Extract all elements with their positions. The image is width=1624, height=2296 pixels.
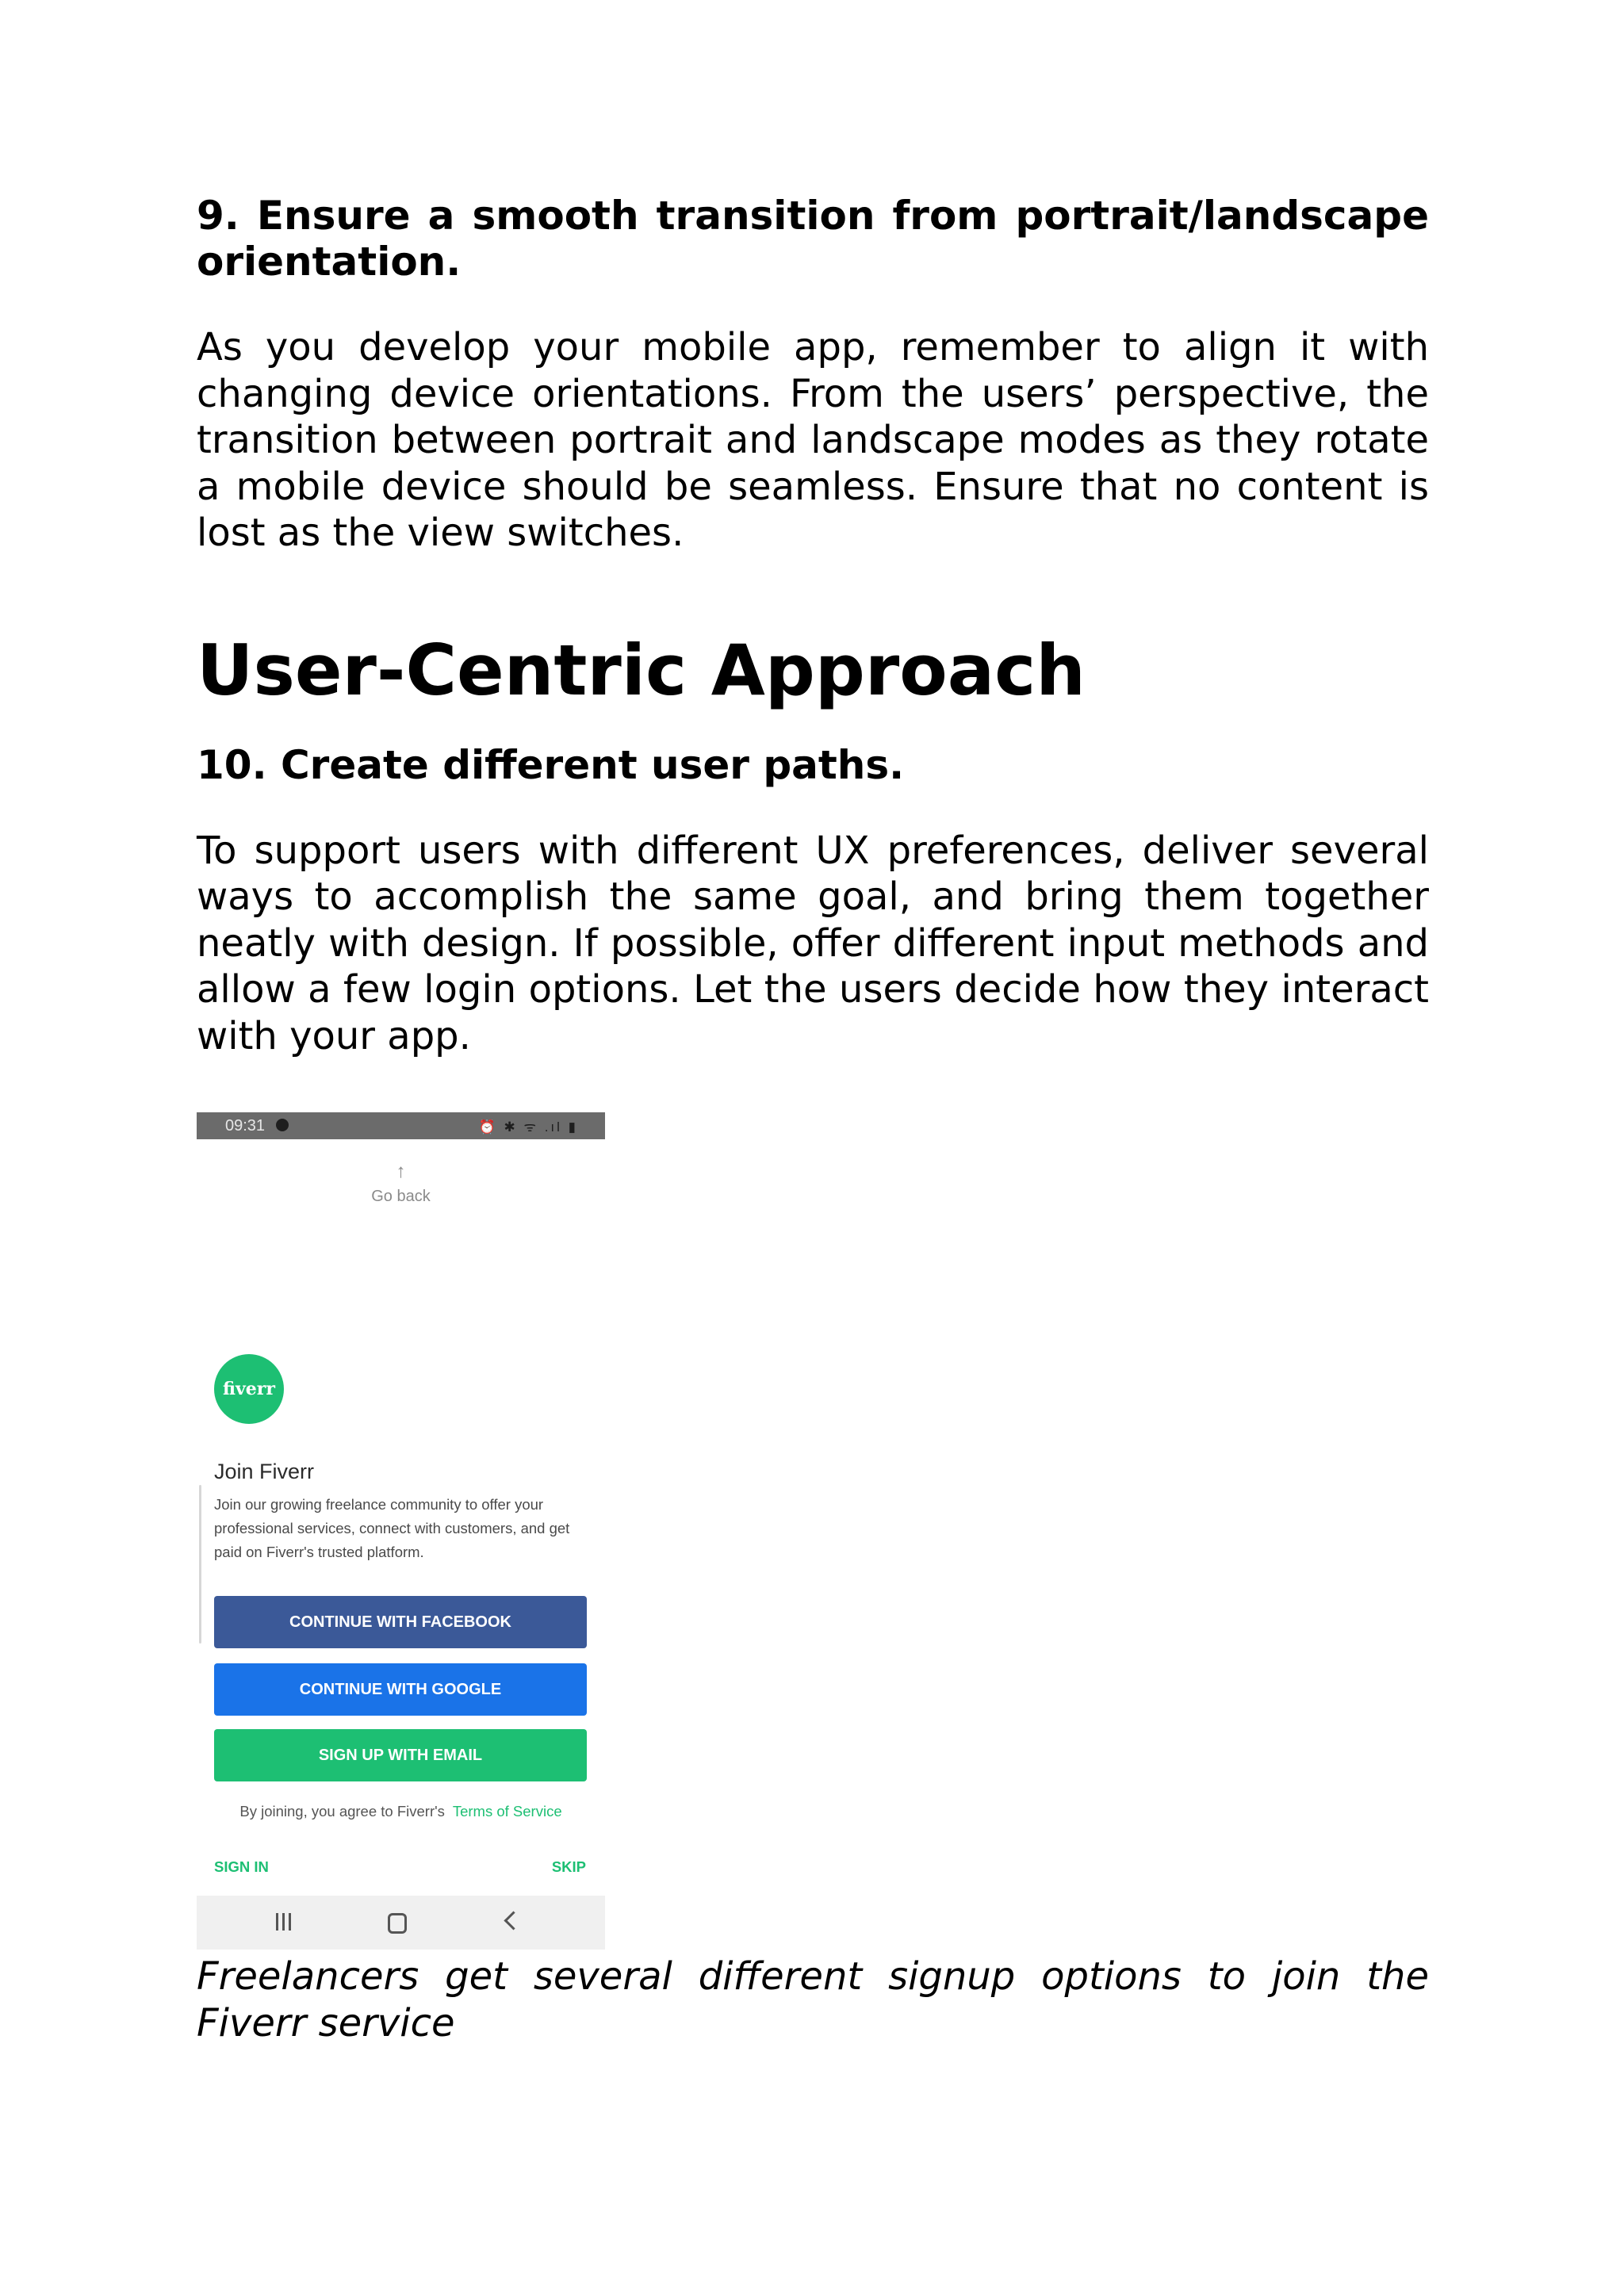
section-paragraph-10: To support users with different UX preferences, deliver several ways to accomplish the same goal, and bring them together neatly with design. If possible, offer different input methods and allow a few login options. Let the users decide how they interact with your app. [197,828,1429,1058]
fiverr-logo: fiverr [214,1354,284,1424]
status-icons: ⏰ ✱ ᯤ .ıl ▮ [478,1119,578,1135]
continue-with-facebook-button[interactable]: CONTINUE WITH FACEBOOK [214,1596,587,1648]
go-back-button[interactable] [197,1161,605,1206]
join-title: Join Fiverr [214,1460,315,1483]
section-heading-9: 9. Ensure a smooth transition from portrait/landscape orientation. [197,193,1429,285]
section-heading-10: 10. Create different user paths. [197,741,905,788]
arrow-up-icon: ↑ [396,1161,406,1182]
terms-line [197,1802,605,1821]
home-icon[interactable] [388,1913,407,1934]
figure-caption: Freelancers get several different signup options to join the Fiverr service [197,1954,1429,2045]
terms-of-service-link[interactable]: Terms of Service [452,1803,562,1820]
continue-with-google-button[interactable]: CONTINUE WITH GOOGLE [214,1663,587,1716]
main-heading: User-Centric Approach [197,629,1086,711]
section-paragraph-9: As you develop your mobile app, remember to align it with changing device orientations. From the users’ perspective, the transition between portrait and landscape modes as they rotate a mobile device should be seamless. Ensure that no content is lost as the view switches. [197,325,1429,555]
skip-link[interactable]: SKIP [551,1858,586,1875]
sign-in-link[interactable]: SIGN IN [214,1858,269,1875]
notification-icon [276,1119,289,1131]
back-icon[interactable] [504,1911,523,1930]
sign-up-with-email-button[interactable]: SIGN UP WITH EMAIL [214,1729,587,1781]
join-description: Join our growing freelance community to offer your professional services, connect with customers, and get paid on Fiverr's trusted platform. [214,1496,570,1560]
go-back-label: Go back [371,1188,431,1205]
android-nav-bar [197,1896,605,1950]
status-time: 09:31 [225,1117,266,1135]
document-body [197,193,1429,1059]
recents-icon[interactable] [276,1913,292,1931]
fiverr-signup-screenshot [197,1112,605,1950]
terms-prefix: By joining, you agree to Fiverr's [239,1803,445,1820]
status-bar [197,1112,605,1139]
scroll-indicator [199,1485,201,1644]
